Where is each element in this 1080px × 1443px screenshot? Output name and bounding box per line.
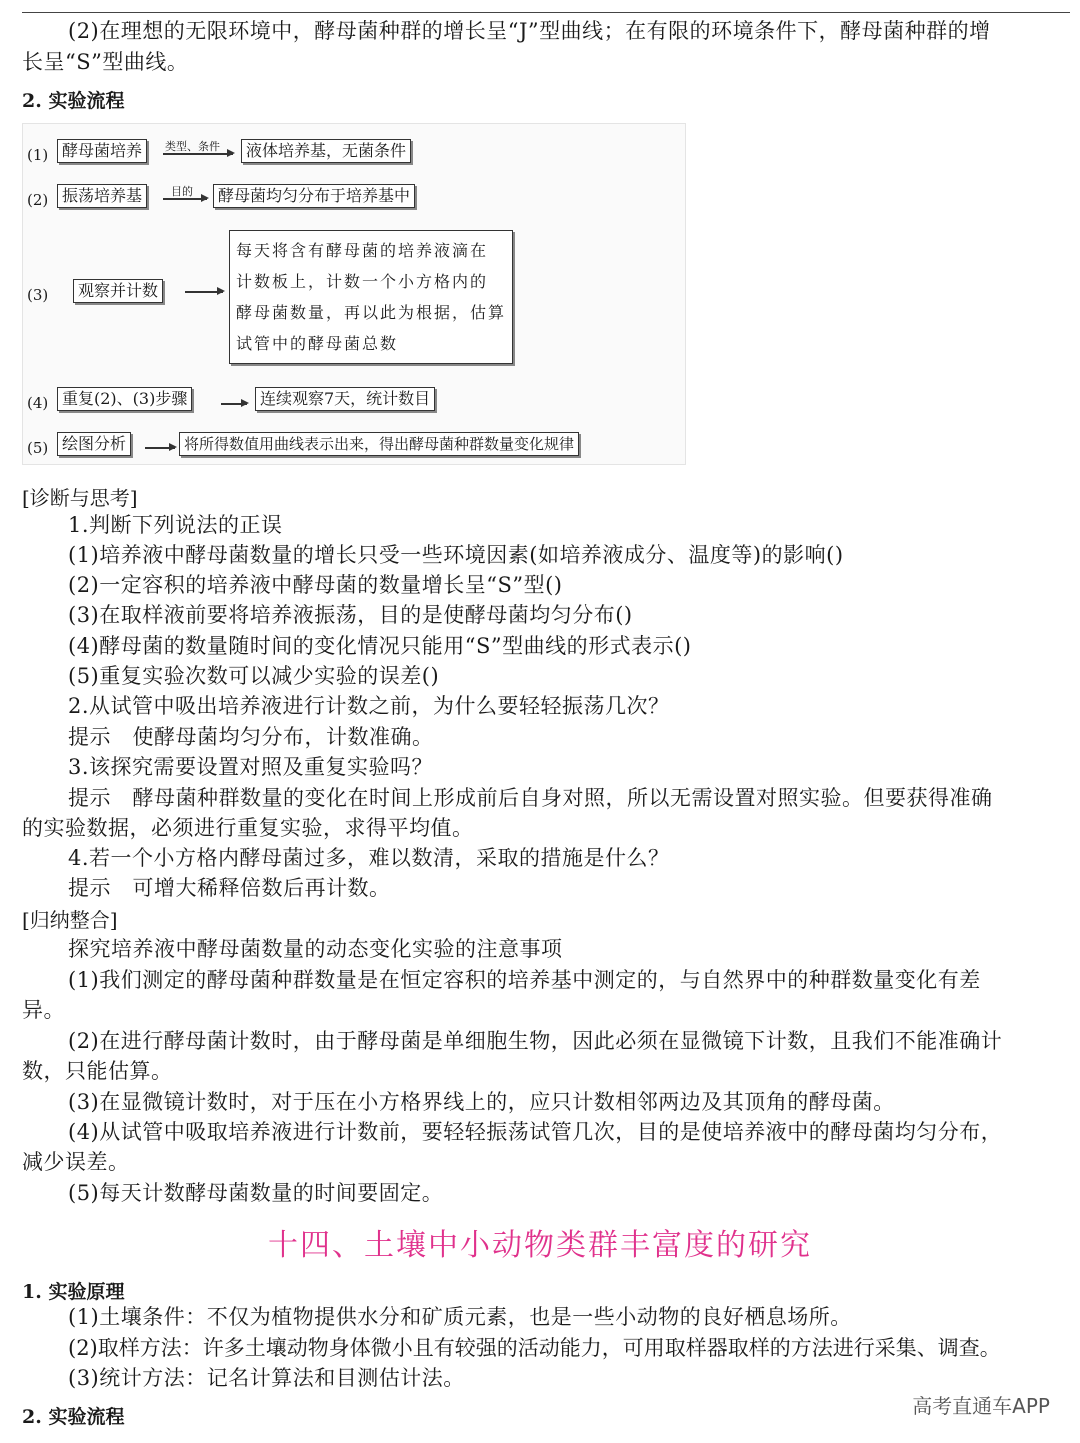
watermark: 高考直通车APP <box>912 1394 1050 1418</box>
result-line: 试管中的酵母菌总数 <box>236 334 399 353</box>
paragraph-line: (2)在进行酵母菌计数时，由于酵母菌是单细胞生物，因此必须在显微镜下计数，且我们不能准确计 <box>68 1029 1003 1053</box>
paragraph-line: 1.判断下列说法的正误 <box>68 513 283 537</box>
paragraph-line: (1)我们测定的酵母菌种群数量是在恒定容积的培养基中测定的，与自然界中的种群数量变化有差 <box>68 968 981 992</box>
result-line: 酵母菌数量，再以此为根据，估算 <box>236 303 507 322</box>
result-box: 连续观察7天，统计数目 <box>255 387 435 411</box>
arrow <box>163 153 233 155</box>
paragraph-line: (3)在显微镜计数时，对于压在小方格界线上的，应只计数相邻两边及其顶角的酵母菌。 <box>68 1090 895 1114</box>
paragraph-line: (2)取样方法：许多土壤动物身体微小且有较强的活动能力，可用取样器取样的方法进行采集、调查。 <box>68 1336 1001 1360</box>
arrow <box>221 403 247 405</box>
paragraph-line: 长呈“S”型曲线。 <box>22 50 189 74</box>
step-number: (4) <box>27 394 49 412</box>
result-box: 酵母菌均匀分布于培养基中 <box>213 184 415 208</box>
step-box: 重复(2)、(3)步骤 <box>57 387 192 411</box>
flowchart-figure <box>22 123 686 465</box>
result-box: 液体培养基，无菌条件 <box>241 139 411 163</box>
paragraph-line: 的实验数据，必须进行重复实验，求得平均值。 <box>22 816 474 840</box>
step-number: (5) <box>27 439 49 457</box>
section-label-summary: [归纳整合] <box>22 908 118 932</box>
paragraph-line: 异。 <box>22 998 65 1022</box>
step-number: (2) <box>27 191 49 209</box>
paragraph-line: (2)一定容积的培养液中酵母菌的数量增长呈“S”型() <box>68 573 563 597</box>
paragraph-line: (5)每天计数酵母菌数量的时间要固定。 <box>68 1181 444 1205</box>
top-rule <box>22 12 1070 13</box>
arrow <box>163 198 207 200</box>
step-box: 绘图分析 <box>57 432 131 456</box>
paragraph-line: 3.该探究需要设置对照及重复实验吗？ <box>68 755 434 779</box>
section-title: 十四、土壤中小动物类群丰富度的研究 <box>268 1228 812 1263</box>
step-number: (3) <box>27 286 49 304</box>
step-box: 观察并计数 <box>73 279 163 303</box>
paragraph-line: 提示 可增大稀释倍数后再计数。 <box>68 876 391 900</box>
result-box-multiline <box>229 230 513 364</box>
arrow <box>185 291 223 293</box>
step-number: (1) <box>27 146 49 164</box>
paragraph-line: 探究培养液中酵母菌数量的动态变化实验的注意事项 <box>68 937 563 961</box>
result-box: 将所得数值用曲线表示出来，得出酵母菌种群数量变化规律 <box>179 432 579 456</box>
arrow-label: 目的 <box>171 185 193 198</box>
step-box: 振荡培养基 <box>57 184 147 208</box>
result-line: 计数板上，计数一个小方格内的 <box>236 272 489 291</box>
paragraph-line: (1)土壤条件：不仅为植物提供水分和矿质元素，也是一些小动物的良好栖息场所。 <box>68 1305 852 1329</box>
heading-experiment-flow: 2. 实验流程 <box>22 90 125 112</box>
paragraph-line: 4.若一个小方格内酵母菌过多，难以数清，采取的措施是什么？ <box>68 846 670 870</box>
paragraph-line: (1)培养液中酵母菌数量的增长只受一些环境因素(如培养液成分、温度等)的影响() <box>68 543 844 567</box>
paragraph-line: 提示 酵母菌种群数量的变化在时间上形成前后自身对照，所以无需设置对照实验。但要获得准确 <box>68 786 993 810</box>
step-box: 酵母菌培养 <box>57 139 147 163</box>
heading-experiment-flow: 2. 实验流程 <box>22 1406 125 1428</box>
heading-principle: 1. 实验原理 <box>22 1281 125 1303</box>
paragraph-line: (5)重复实验次数可以减少实验的误差() <box>68 664 440 688</box>
paragraph-line: 提示 使酵母菌均匀分布，计数准确。 <box>68 725 434 749</box>
paragraph-line: 数，只能估算。 <box>22 1059 173 1083</box>
paragraph-line: (2)在理想的无限环境中，酵母菌种群的增长呈“J”型曲线；在有限的环境条件下，酵母菌种群的增 <box>68 19 991 43</box>
paragraph-line: (4)从试管中吸取培养液进行计数前，要轻轻振荡试管几次，目的是使培养液中的酵母菌均匀分布， <box>68 1120 1003 1144</box>
section-label-diagnosis: [诊断与思考] <box>22 486 138 510</box>
paragraph-line: (3)统计方法：记名计算法和目测估计法。 <box>68 1366 465 1390</box>
arrow-label: 类型、条件 <box>165 140 220 153</box>
paragraph-line: (3)在取样液前要将培养液振荡，目的是使酵母菌均匀分布() <box>68 603 633 627</box>
result-line: 每天将含有酵母菌的培养液滴在 <box>236 241 489 260</box>
arrow <box>145 447 175 449</box>
paragraph-line: 减少误差。 <box>22 1150 130 1174</box>
paragraph-line: 2.从试管中吸出培养液进行计数之前，为什么要轻轻振荡几次？ <box>68 694 670 718</box>
paragraph-line: (4)酵母菌的数量随时间的变化情况只能用“S”型曲线的形式表示() <box>68 634 692 658</box>
